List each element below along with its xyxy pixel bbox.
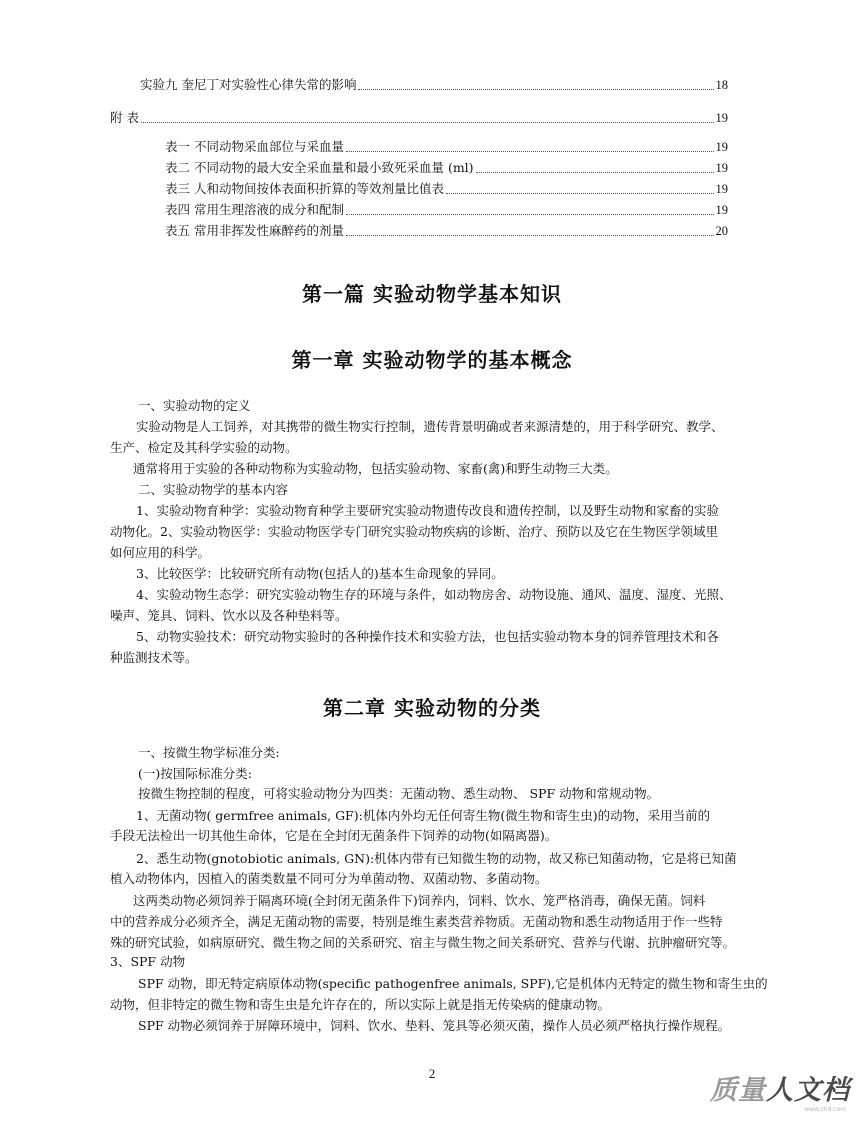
section-heading: 一、按微生物学标准分类: xyxy=(138,745,280,760)
toc-entry[interactable] xyxy=(110,110,728,126)
paragraph-line: 按微生物控制的程度，可将实验动物分为四类：无菌动物、悉生动物、 SPF 动物和常规动物。 xyxy=(138,786,660,801)
paragraph-line: SPF 动物，即无特定病原体动物(specific pathogenfree animals, SPF),它是机体内无特定的微生物和寄生虫的 xyxy=(138,976,768,991)
toc-entry[interactable] xyxy=(165,223,728,239)
chapter-1-title: 第一章 实验动物学的基本概念 xyxy=(291,348,573,372)
toc-leader-dots xyxy=(476,171,714,173)
watermark-text-dark: 人文档 xyxy=(766,1075,850,1106)
paragraph-line: 如何应用的科学。 xyxy=(110,545,211,560)
paragraph-line: 中的营养成分必须齐全，满足无菌动物的需要，特别是维生素类营养物质。无菌动物和悉生动物适用于作一些特 xyxy=(110,914,723,929)
page-number: 2 xyxy=(428,1066,436,1081)
watermark-logo xyxy=(710,1068,850,1112)
toc-entry-page: 19 xyxy=(715,203,728,217)
paragraph-line: 噪声、笼具、饲料、饮水以及各种垫料等。 xyxy=(110,608,348,623)
paragraph-line: 实验动物是人工饲养，对其携带的微生物实行控制，遗传背景明确或者来源清楚的，用于科学研究、教学、 xyxy=(136,419,724,434)
watermark-text xyxy=(710,1068,850,1107)
toc-entry-page: 19 xyxy=(715,140,728,154)
toc-entry[interactable] xyxy=(140,77,728,93)
paragraph-line: 动物化。2、实验动物医学：实验动物医学专门研究实验动物疾病的诊断、治疗、预防以及它在生物医学领域里 xyxy=(110,524,718,539)
paragraph-line: 3、比较医学：比较研究所有动物(包括人的)基本生命现象的异同。 xyxy=(136,566,504,581)
toc-entry-page: 20 xyxy=(715,224,728,238)
paragraph-line: 殊的研究试验，如病原研究、微生物之间的关系研究、宿主与微生物之间关系研究、营养与代谢、抗肿瘤研究等。 xyxy=(110,935,736,950)
paragraph-line: 种监测技术等。 xyxy=(110,650,198,665)
paragraph-line: 这两类动物必须饲养于隔离环境(全封闭无菌条件下)饲养内，饲料、饮水、笼严格消毒，确保无菌。饲料 xyxy=(133,893,706,908)
toc-entry-label: 附 表 xyxy=(110,110,139,125)
toc-entry-label: 表二 不同动物的最大安全采血量和最小致死采血量 (ml) xyxy=(165,160,474,175)
toc-entry[interactable] xyxy=(165,139,728,155)
section-heading: 一、实验动物的定义 xyxy=(138,398,251,413)
toc-entry-label: 表三 人和动物间按体表面积折算的等效剂量比值表 xyxy=(165,181,444,196)
toc-entry[interactable] xyxy=(165,160,728,176)
paragraph-line: 1、无菌动物( germfree animals, GF):机体内外均无任何寄生物(微生物和寄生虫)的动物，采用当前的 xyxy=(136,808,711,823)
paragraph-line: 生产、检定及其科学实验的动物。 xyxy=(110,440,298,455)
toc-entry-label: 表一 不同动物采血部位与采血量 xyxy=(165,139,344,154)
toc-leader-dots xyxy=(346,150,714,152)
toc-entry[interactable] xyxy=(165,202,728,218)
paragraph-line: 1、实验动物育种学：实验动物育种学主要研究实验动物遗传改良和遗传控制，以及野生动物和家畜的实验 xyxy=(136,503,719,518)
chapter-2-title: 第二章 实验动物的分类 xyxy=(323,696,541,720)
toc-entry-page: 19 xyxy=(715,161,728,175)
watermark-url: www.zlrd.com xyxy=(804,1106,846,1113)
paragraph-line: 通常将用于实验的各种动物称为实验动物，包括实验动物、家畜(禽)和野生动物三大类。 xyxy=(133,461,618,476)
toc-entry[interactable] xyxy=(165,181,728,197)
toc-leader-dots xyxy=(346,213,714,215)
paragraph-line: 2、悉生动物(gnotobiotic animals, GN):机体内带有已知微生物的动物，故又称已知菌动物，它是将已知菌 xyxy=(136,851,737,866)
paragraph-line: 5、动物实验技术：研究动物实验时的各种操作技术和实验方法，也包括实验动物本身的饲养管理技术和各 xyxy=(136,629,719,644)
paragraph-line: 植入动物体内，因植入的菌类数量不同可分为单菌动物、双菌动物、多菌动物。 xyxy=(110,871,548,886)
part-title: 第一篇 实验动物学基本知识 xyxy=(302,282,562,306)
toc-entry-label: 表五 常用非挥发性麻醉药的剂量 xyxy=(165,223,344,238)
paragraph-line: 动物，但非特定的微生物和寄生虫是允许存在的，所以实际上就是指无传染病的健康动物。 xyxy=(110,997,611,1012)
toc-leader-dots xyxy=(446,192,714,194)
toc-leader-dots xyxy=(346,234,714,236)
watermark-text-gray: 质量 xyxy=(710,1075,766,1106)
paragraph-line: 手段无法检出一切其他生命体，它是在全封闭无菌条件下饲养的动物(如隔离器)。 xyxy=(110,828,558,843)
toc-entry-label: 表四 常用生理溶液的成分和配制 xyxy=(165,202,344,217)
section-heading: 二、实验动物学的基本内容 xyxy=(138,482,289,497)
toc-leader-dots xyxy=(141,121,714,123)
toc-entry-page: 19 xyxy=(715,182,728,196)
toc-leader-dots xyxy=(358,88,713,90)
section-heading: (一)按国际标准分类: xyxy=(138,766,252,781)
section-heading: 3、SPF 动物 xyxy=(110,954,186,969)
toc-entry-label: 实验九 奎尼丁对实验性心律失常的影响 xyxy=(140,77,357,92)
toc-entry-page: 19 xyxy=(715,111,728,125)
toc-entry-page: 18 xyxy=(715,78,728,92)
paragraph-line: SPF 动物必须饲养于屏障环境中，饲料、饮水、垫料、笼具等必须灭菌，操作人员必须严格执行操作规程。 xyxy=(138,1018,731,1033)
paragraph-line: 4、实验动物生态学：研究实验动物生存的环境与条件，如动物房舍、动物设施、通风、温度、湿度、光照、 xyxy=(136,587,732,602)
